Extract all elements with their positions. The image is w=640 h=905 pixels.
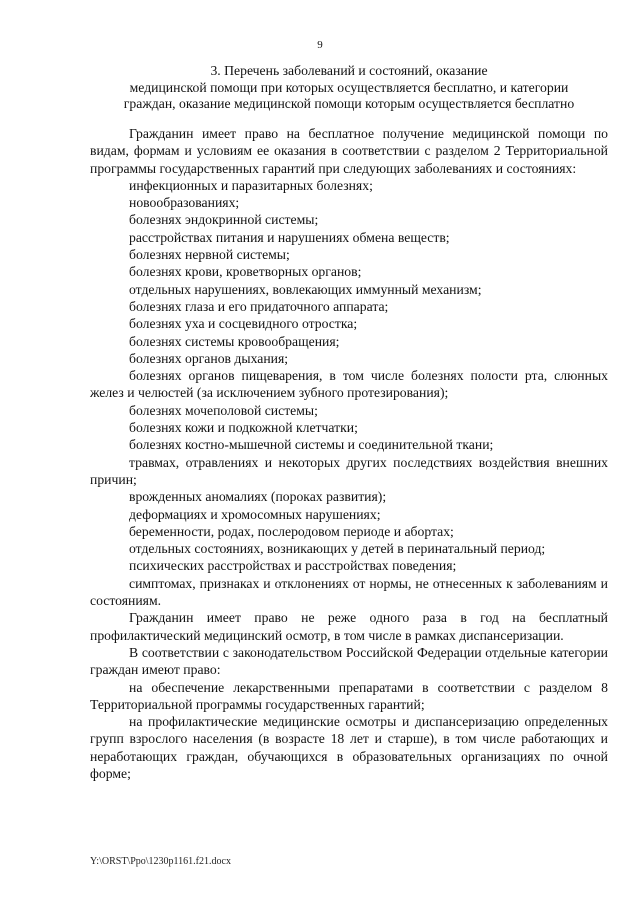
condition-item: болезнях эндокринной системы; xyxy=(129,212,319,228)
condition-item: болезнях глаза и его придаточного аппарата; xyxy=(129,298,389,314)
condition-item: болезнях мочеполовой системы; xyxy=(129,402,318,418)
condition-item: симптомах, признаках и отклонениях от нормы, не отнесенных к заболеваниям и состояниям. xyxy=(90,575,608,609)
page-number: 9 xyxy=(317,39,323,51)
condition-item: инфекционных и паразитарных болезнях; xyxy=(129,177,373,193)
condition-item: отдельных состояниях, возникающих у детей в перинатальный период; xyxy=(129,541,546,557)
section-title-line: 3. Перечень заболеваний и состояний, оказание xyxy=(210,63,488,78)
condition-item: болезнях костно-мышечной системы и соединительной ткани; xyxy=(129,437,494,453)
condition-item: новообразованиях; xyxy=(129,195,240,211)
footer-file-path: Y:\ORST\Ppo\1230p1161.f21.docx xyxy=(90,856,231,867)
condition-item: болезнях органов пищеварения, в том числе болезнях полости рта, слюнных желез и челюстей (за исключением зубного протезирования); xyxy=(90,368,608,401)
condition-item: травмах, отравлениях и некоторых других последствиях воздействия внешних причин; xyxy=(90,454,608,487)
section-title-line: медицинской помощи при которых осуществляется бесплатно, и категории xyxy=(129,79,569,95)
condition-item: беременности, родах, послеродовом периоде и абортах; xyxy=(129,523,454,539)
condition-item: болезнях кожи и подкожной клетчатки; xyxy=(129,420,358,436)
condition-item: болезнях уха и сосцевидного отростка; xyxy=(129,316,358,332)
checkup-paragraph: Гражданин имеет право не реже одного раза в год на бесплатный профилактический медицинский осмотр, в том числе в рамках диспансеризации. xyxy=(90,610,608,643)
condition-item: болезнях нервной системы; xyxy=(129,247,290,263)
intro-paragraph: Гражданин имеет право на бесплатное получение медицинской помощи по видам, формам и условиям ее оказания в соответствии с разделом 2 Территориальной программы государственных гарантий при следующих заболеваниях и состояниях: xyxy=(90,126,608,176)
condition-item: расстройствах питания и нарушениях обмена веществ; xyxy=(129,229,450,245)
categories-paragraph: В соответствии с законодательством Российской Федерации отдельные категории граждан имеют право: xyxy=(90,644,608,678)
condition-item: отдельных нарушениях, вовлекающих иммунный механизм; xyxy=(129,281,482,297)
condition-item: болезнях крови, кроветворных органов; xyxy=(129,264,362,280)
right-item: на профилактические медицинские осмотры и диспансеризацию определенных групп взрослого населения (в возрасте 18 лет и старше), в том числе работающих и неработающих граждан, обучающихся в образовательных организациях по очной форме; xyxy=(90,714,608,781)
conditions-list xyxy=(90,177,608,609)
condition-item: деформациях и хромосомных нарушениях; xyxy=(129,506,381,522)
section-title xyxy=(84,63,614,113)
condition-item: болезнях органов дыхания; xyxy=(129,350,289,366)
section-title-line: граждан, оказание медицинской помощи которым осуществляется бесплатно xyxy=(123,96,575,111)
condition-item: психических расстройствах и расстройствах поведения; xyxy=(129,558,457,574)
document-body xyxy=(90,125,608,782)
condition-item: врожденных аномалиях (пороках развития); xyxy=(129,489,387,505)
right-item: на обеспечение лекарственными препаратами в соответствии с разделом 8 Территориальной программы государственных гарантий; xyxy=(90,679,608,712)
condition-item: болезнях системы кровообращения; xyxy=(129,333,340,349)
